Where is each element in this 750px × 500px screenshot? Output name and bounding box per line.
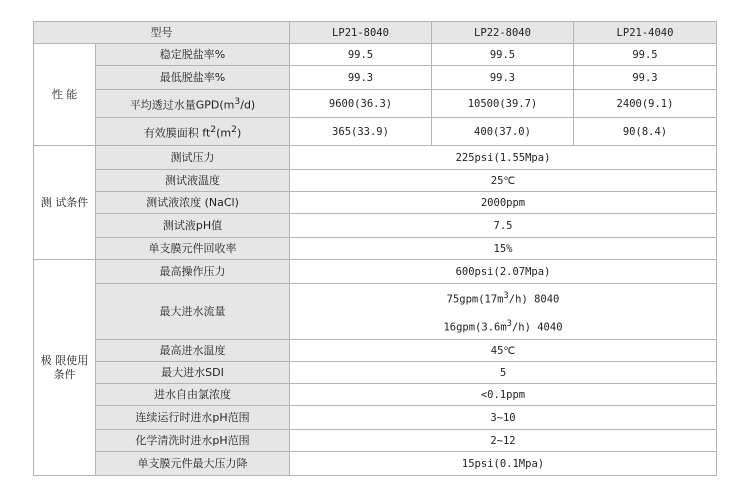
table-row [34, 44, 717, 66]
cell-value: 9600(36.3) [290, 90, 432, 118]
cell-value: 99.3 [432, 66, 574, 90]
table-row [34, 260, 717, 284]
cell-value: 600psi(2.07Mpa) [290, 260, 717, 284]
table-row [34, 192, 717, 214]
cell-value: 3~10 [290, 406, 717, 430]
row-label: 有效膜面积 $ft^2(m^2)$ [96, 118, 290, 146]
table-row [34, 340, 717, 362]
row-label: 最高进水温度 [96, 340, 290, 362]
cell-value: 15% [290, 238, 717, 260]
cell-value: 2~12 [290, 430, 717, 452]
table-row [34, 146, 717, 170]
performance-group-label: 性 能 [34, 44, 96, 146]
table-row [34, 384, 717, 406]
row-label: 单支膜元件回收率 [96, 238, 290, 260]
cell-value: 10500(39.7) [432, 90, 574, 118]
flow-line-4040: $16gpm(3.6m^3/h)$ 4040 [443, 318, 563, 333]
model-col-3: LP21-4040 [574, 22, 717, 44]
cell-value: 25℃ [290, 170, 717, 192]
cell-value: 365(33.9) [290, 118, 432, 146]
cell-value: 5 [290, 362, 717, 384]
model-col-2: LP22-8040 [432, 22, 574, 44]
cell-value: 2000ppm [290, 192, 717, 214]
row-label: 单支膜元件最大压力降 [96, 452, 290, 476]
table-row [34, 90, 717, 118]
cell-value: 99.3 [290, 66, 432, 90]
row-label: 稳定脱盐率% [96, 44, 290, 66]
table-row [34, 118, 717, 146]
row-label: 化学清洗时进水pH范围 [96, 430, 290, 452]
table-row [34, 214, 717, 238]
table-row [34, 452, 717, 476]
row-label: 平均透过水量$GPD(m^3/d)$ [96, 90, 290, 118]
row-label: 测试液温度 [96, 170, 290, 192]
cell-value: <0.1ppm [290, 384, 717, 406]
row-label: 最低脱盐率% [96, 66, 290, 90]
cell-value: 15psi(0.1Mpa) [290, 452, 717, 476]
membrane-spec-table [33, 21, 717, 476]
cell-value: 99.3 [574, 66, 717, 90]
cell-value: 400(37.0) [432, 118, 574, 146]
cell-value: 99.5 [432, 44, 574, 66]
cell-value-multiline [290, 284, 717, 340]
row-label: 测试液pH值 [96, 214, 290, 238]
table-row [34, 284, 717, 340]
row-label: 最高操作压力 [96, 260, 290, 284]
model-col-1: LP21-8040 [290, 22, 432, 44]
table-row [34, 430, 717, 452]
table-row [34, 66, 717, 90]
row-label: 最大进水流量 [96, 284, 290, 340]
limits-group-label: 极 限使用 条件 [34, 260, 96, 476]
row-label: 测试液浓度 (NaCl) [96, 192, 290, 214]
table-row [34, 406, 717, 430]
table-row [34, 362, 717, 384]
row-label: 进水自由氯浓度 [96, 384, 290, 406]
header-row [34, 22, 717, 44]
flow-line-8040: $75gpm(17m^3/h)$ 8040 [446, 291, 560, 306]
table-row [34, 238, 717, 260]
cell-value: 99.5 [574, 44, 717, 66]
cell-value: 225psi(1.55Mpa) [290, 146, 717, 170]
row-label: 最大进水SDI [96, 362, 290, 384]
test-conditions-group-label: 测 试条件 [34, 146, 96, 260]
cell-value: 90(8.4) [574, 118, 717, 146]
row-label: 连续运行时进水pH范围 [96, 406, 290, 430]
cell-value: 99.5 [290, 44, 432, 66]
row-label: 测试压力 [96, 146, 290, 170]
cell-value: 2400(9.1) [574, 90, 717, 118]
cell-value: 7.5 [290, 214, 717, 238]
model-header-cell: 型号 [34, 22, 290, 44]
cell-value: 45℃ [290, 340, 717, 362]
table-row [34, 170, 717, 192]
